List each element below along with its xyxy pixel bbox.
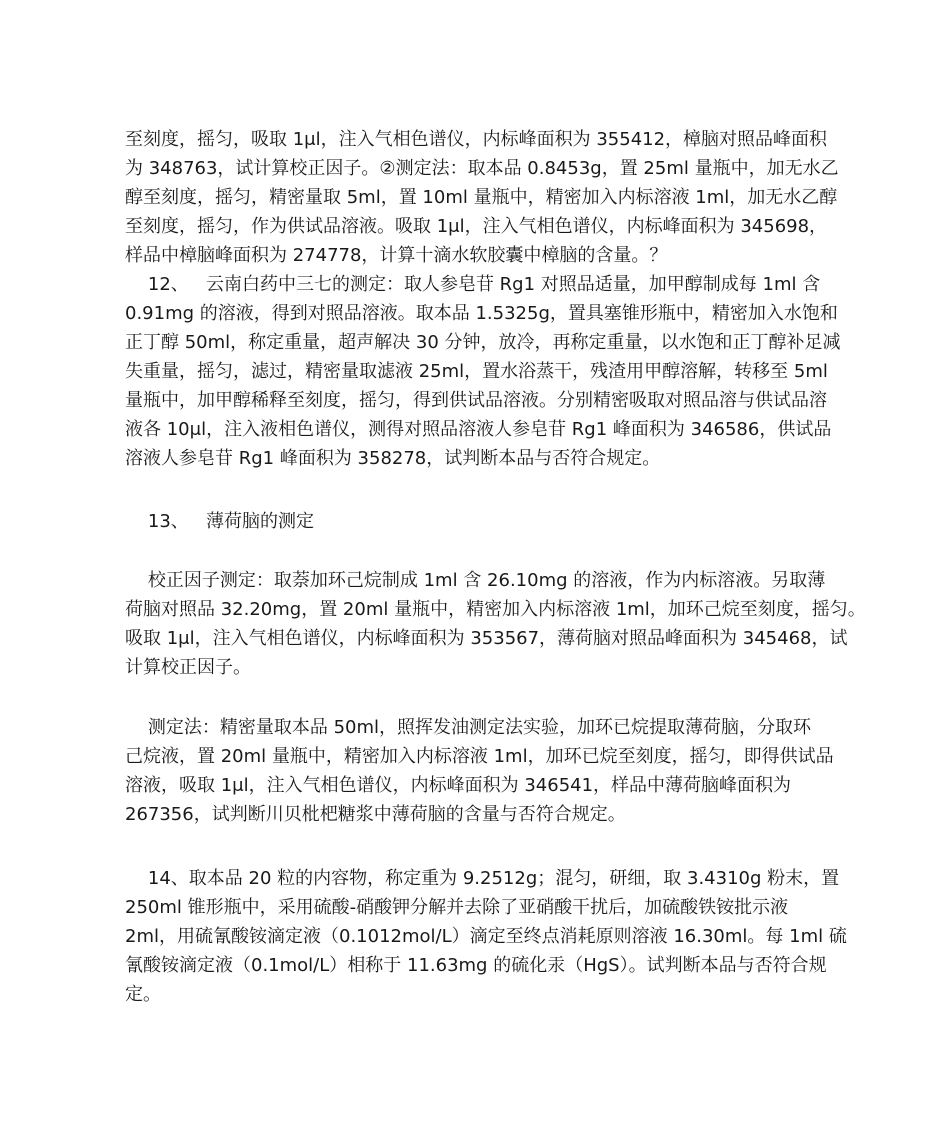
section-heading: 13、 薄荷脑的测定 [125,511,314,532]
text-line: 定。 [125,984,161,1005]
text-line: 氰酸铵滴定液（0.1mol/L）相称于 11.63mg 的硫化汞（HgS）。试判断本品与否符合规 [125,955,827,976]
text-line: 计算校正因子。 [125,657,251,678]
text-line: 250ml 锥形瓶中，采用硫酸-硝酸钾分解并去除了亚硝酸干扰后，加硫酸铁铵批示液 [125,897,789,918]
text-line: 己烷液，置 20ml 量瓶中，精密加入内标溶液 1ml，加环已烷至刻度，摇匀，即得供试品 [125,746,834,767]
text-line: 荷脑对照品 32.20mg，置 20ml 量瓶中，精密加入内标溶液 1ml，加环己烷至刻度，摇匀。 [125,599,866,620]
text-line: 2ml，用硫氰酸铵滴定液（0.1012mol/L）滴定至终点消耗原则溶液 16.30ml。每 1ml 硫 [125,926,847,947]
paragraph-menthol-method [125,713,840,829]
text-line: 至刻度，摇匀，作为供试品溶液。吸取 1μl，注入气相色谱仪，内标峰面积为 345698， [125,216,828,237]
paragraph-question-14 [125,864,847,1009]
paragraph-question-12 [125,270,840,473]
text-line: 校正因子测定：取萘加环己烷制成 1ml 含 26.10mg 的溶液，作为内标溶液。另取薄 [125,570,826,591]
text-line: 溶液，吸取 1μl，注入气相色谱仪，内标峰面积为 346541，样品中薄荷脑峰面积为 [125,775,792,796]
text-line: 测定法：精密量取本品 50ml，照挥发油测定法实验，加环已烷提取薄荷脑，分取环 [125,717,812,738]
text-line: 267356，试判断川贝枇杷糖浆中薄荷脑的含量与否符合规定。 [125,804,626,825]
text-line: 醇至刻度，摇匀，精密量取 5ml，置 10ml 量瓶中，精密加入内标溶液 1ml，加无水乙醇 [125,187,838,208]
text-line: 0.91mg 的溶液，得到对照品溶液。取本品 1.5325g，置具塞锥形瓶中，精密加入水饱和 [125,303,838,324]
text-line: 溶液人参皂苷 Rg1 峰面积为 358278，试判断本品与否符合规定。 [125,448,661,469]
text-line: 吸取 1μl，注入气相色谱仪，内标峰面积为 353567，薄荷脑对照品峰面积为 345468，试 [125,628,848,649]
paragraph-question-13-heading [125,507,840,536]
text-line: 量瓶中，加甲醇稀释至刻度，摇匀，得到供试品溶液。分别精密吸取对照品溶与供试品溶 [125,390,827,411]
text-line: 失重量，摇匀，滤过，精密量取滤液 25ml，置水浴蒸干，残渣用甲醇溶解，转移至 5ml [125,361,828,382]
text-line: 至刻度，摇匀，吸取 1μl，注入气相色谱仪，内标峰面积为 355412，樟脑对照品峰面积 [125,129,828,150]
text-line: 14、取本品 20 粒的内容物，称定重为 9.2512g；混匀，研细，取 3.4310g 粉末，置 [125,868,840,889]
text-line: 12、 云南白药中三七的测定：取人参皂苷 Rg1 对照品适量，加甲醇制成每 1ml 含 [125,274,821,295]
paragraph-camphor-method [125,125,840,270]
text-line: 样品中樟脑峰面积为 274778，计算十滴水软胶囊中樟脑的含量。？ [125,245,668,266]
paragraph-calibration-factor [125,566,866,682]
text-line: 液各 10μl，注入液相色谱仪，测得对照品溶液人参皂苷 Rg1 峰面积为 346586，供试品 [125,419,832,440]
text-line: 正丁醇 50ml，称定重量，超声解决 30 分钟，放冷，再称定重量，以水饱和正丁醇补足减 [125,332,841,353]
text-line: 为 348763，试计算校正因子。②测定法：取本品 0.8453g，置 25ml 量瓶中，加无水乙 [125,158,839,179]
